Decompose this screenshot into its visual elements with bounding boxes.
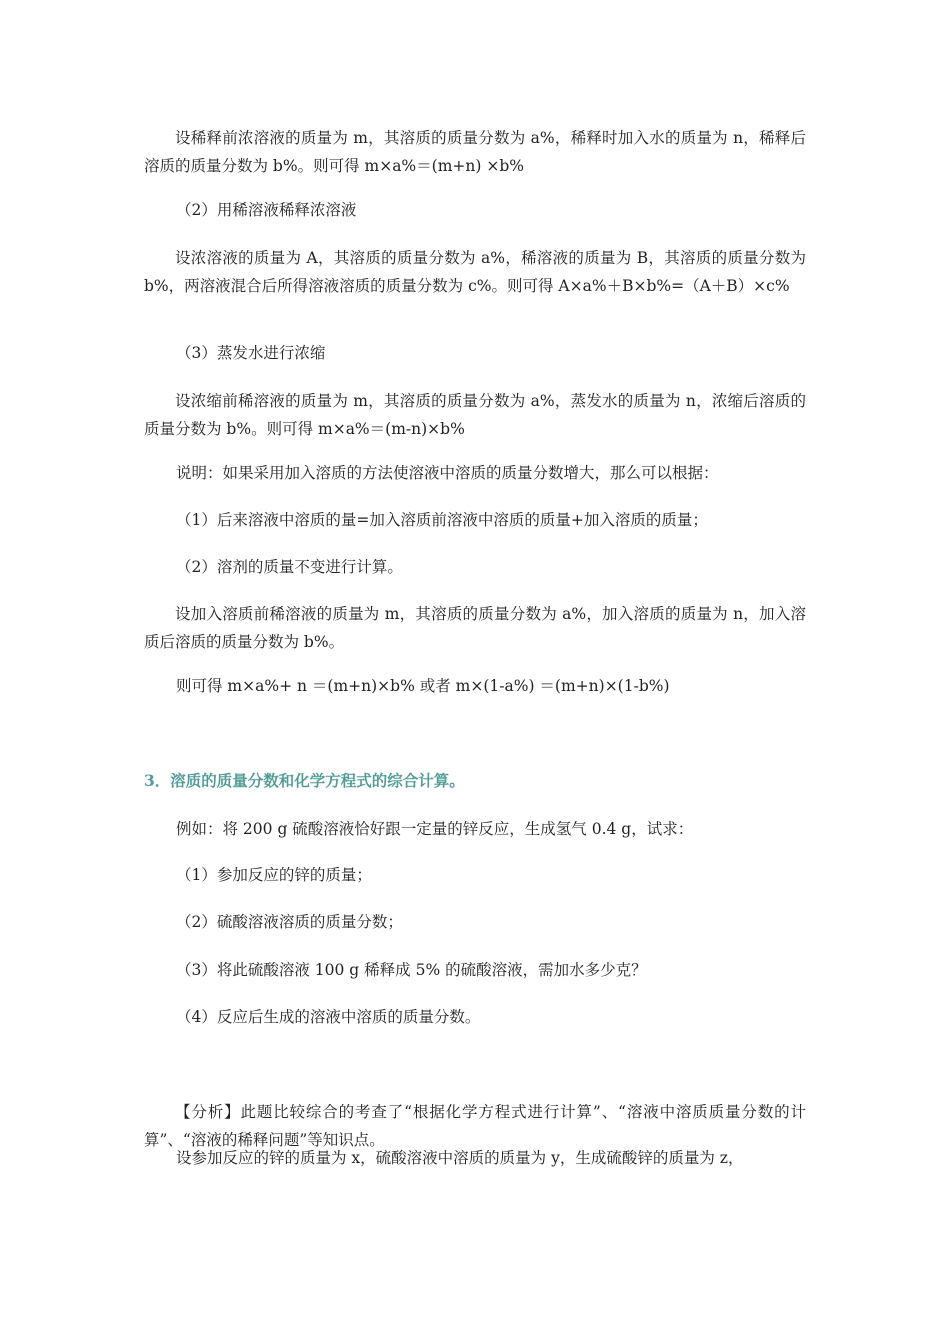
evaporation-paragraph: 设浓缩前稀溶液的质量为 m，其溶质的质量分数为 a%，蒸发水的质量为 n，浓缩后溶质的质量分数为 b%。则可得 m×a%＝(m-n)×b%: [144, 392, 806, 438]
dilution-with-water-paragraph: 设稀释前浓溶液的质量为 m，其溶质的质量分数为 a%，稀释时加入水的质量为 n，稀释后溶质的质量分数为 b%。则可得 m×a%＝(m+n) ×b%: [144, 129, 806, 175]
mixing-solutions-paragraph: 设浓溶液的质量为 A，其溶质的质量分数为 a%，稀溶液的质量为 B，其溶质的质量分数为 b%，两溶液混合后所得溶液溶质的质量分数为 c%。则可得 A×a%＋B×b%=（A＋B）×c%: [144, 249, 806, 295]
question-1: （1）参加反应的锌的质量；: [176, 866, 372, 884]
note-point-2: （2）溶剂的质量不变进行计算。: [176, 558, 403, 576]
method-3-title: （3）蒸发水进行浓缩: [176, 344, 326, 362]
add-solute-paragraph: 设加入溶质前稀溶液的质量为 m，其溶质的质量分数为 a%，加入溶质的质量为 n，加入溶质后溶质的质量分数为 b%。: [144, 605, 806, 651]
add-solute-formula: 则可得 m×a%+ n ＝(m+n)×b% 或者 m×(1-a%) ＝(m+n)×(1-b%): [176, 677, 670, 695]
method-2-title: （2）用稀溶液稀释浓溶液: [176, 201, 357, 219]
question-4: （4）反应后生成的溶液中溶质的质量分数。: [176, 1008, 481, 1026]
question-3: （3）将此硫酸溶液 100 g 稀释成 5% 的硫酸溶液，需加水多少克？: [176, 961, 647, 979]
note-paragraph: 说明：如果采用加入溶质的方法使溶液中溶质的质量分数增大，那么可以根据：: [176, 464, 719, 482]
question-2: （2）硫酸溶液溶质的质量分数；: [176, 913, 403, 931]
example-statement: 例如：将 200 g 硫酸溶液恰好跟一定量的锌反应，生成氢气 0.4 g，试求：: [176, 820, 694, 838]
note-point-1: （1）后来溶液中溶质的量=加入溶质前溶液中溶质的质量+加入溶质的质量；: [176, 511, 708, 529]
analysis-paragraph: 【分析】此题比较综合的考查了“根据化学方程式进行计算”、“溶液中溶质质量分数的计算”、“溶液的稀释问题”等知识点。: [144, 1103, 806, 1149]
variable-setup-line: 设参加反应的锌的质量为 x，硫酸溶液中溶质的质量为 y，生成硫酸锌的质量为 z，: [176, 1149, 744, 1167]
section-3-heading: 3．溶质的质量分数和化学方程式的综合计算。: [144, 771, 465, 790]
